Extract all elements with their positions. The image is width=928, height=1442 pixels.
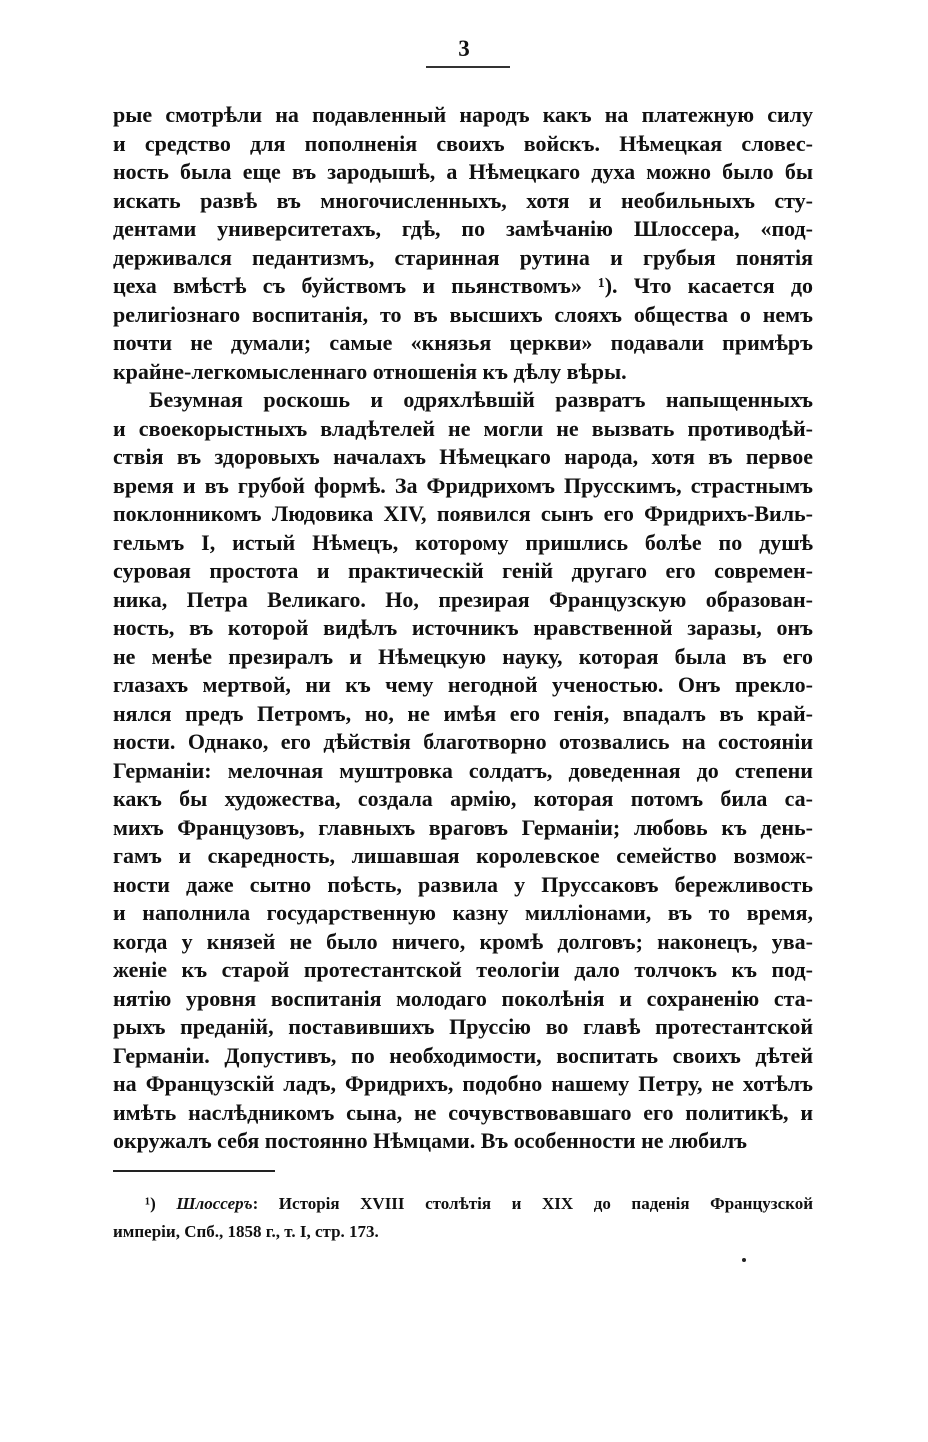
text-line: рые смотрѣли на подавленный народъ какъ на платежную силу bbox=[113, 102, 813, 127]
footnote-rule bbox=[113, 1170, 275, 1172]
text-line: Германіи: мелочная муштровка солдатъ, доведенная до степени bbox=[113, 757, 813, 783]
text-line: глазахъ мертвой, ни къ чему негодной ученостью. Онъ прекло- bbox=[113, 672, 813, 697]
footnote-author: Шлоссеръ bbox=[176, 1194, 253, 1213]
footnote-marker: ¹) bbox=[145, 1194, 156, 1213]
text-line: дентами университетахъ, гдѣ, по замѣчанію Шлоссера, «под- bbox=[113, 216, 813, 241]
text-line: ности даже сытно поѣсть, развила у Пруссаковъ бережливость bbox=[113, 871, 813, 897]
page-number: 3 bbox=[458, 36, 470, 61]
text-line: Безумная роскошь и одряхлѣвшій развратъ напыщенныхъ bbox=[149, 387, 813, 412]
text-line: цеха вмѣстѣ съ буйствомъ и пьянствомъ» ¹). Что касается до bbox=[113, 273, 813, 298]
text-line: женіе къ старой протестантской теологіи дало толчокъ къ под- bbox=[113, 957, 813, 982]
text-line: нялся предъ Петромъ, но, не имѣя его генія, впадалъ въ край- bbox=[113, 700, 813, 726]
text-line: нятію уровня воспитанія молодаго поколѣнія и сохраненію ста- bbox=[113, 985, 813, 1011]
text-line: и наполнила государственную казну милліонами, въ то время, bbox=[113, 900, 813, 925]
text-line: ника, Петра Великаго. Но, презирая Французскую образован- bbox=[113, 586, 813, 612]
text-line: ность, въ которой видѣлъ источникъ нравственной заразы, онъ bbox=[113, 615, 813, 640]
text-line: и средство для пополненія своихъ войскъ. Нѣмецкая словес- bbox=[113, 130, 813, 156]
footnote-line-1 bbox=[113, 1190, 813, 1218]
header-rule bbox=[426, 66, 510, 68]
text-line: окружалъ себя постоянно Нѣмцами. Въ особенности не любилъ bbox=[113, 1128, 748, 1153]
text-line: гельмъ I, истый Нѣмецъ, которому пришлись болѣе по душѣ bbox=[113, 529, 813, 555]
text-line: крайне-легкомысленнаго отношенія къ дѣлу вѣры. bbox=[113, 358, 627, 384]
text-line: рыхъ преданій, поставившихъ Пруссію во главѣ протестантской bbox=[113, 1014, 813, 1039]
scan-speck bbox=[742, 1258, 746, 1262]
text-line: суровая простота и практическій геній другаго его современ- bbox=[113, 558, 813, 583]
text-line: держивался педантизмъ, старинная рутина и грубыя понятія bbox=[113, 244, 813, 270]
footnote-text: : Исторія XVIII столѣтія и XIX до паденія Французской bbox=[252, 1194, 814, 1213]
text-line: ность была еще въ зародышѣ, а Нѣмецкаго духа можно было бы bbox=[113, 159, 813, 184]
paragraph-1 bbox=[113, 101, 813, 386]
text-line: ствія въ здоровыхъ началахъ Нѣмецкаго народа, хотя въ первое bbox=[113, 444, 813, 469]
text-line: какъ бы художества, создала армію, которая потомъ била са- bbox=[113, 786, 813, 811]
text-line: Германіи. Допустивъ, по необходимости, воспитать своихъ дѣтей bbox=[113, 1042, 813, 1068]
text-line: михъ Французовъ, главныхъ враговъ Германіи; любовь къ день- bbox=[113, 814, 813, 840]
footnote-line-2: имперіи, Спб., 1858 г., т. I, стр. 173. bbox=[113, 1222, 379, 1241]
text-line: искать развѣ въ многочисленныхъ, хотя и необильныхъ сту- bbox=[113, 187, 813, 213]
text-line: имѣть наслѣдникомъ сына, не сочувствовавшаго его политикѣ, и bbox=[113, 1099, 813, 1125]
text-line: время и въ грубой формѣ. За Фридрихомъ Прусскимъ, страстнымъ bbox=[113, 472, 813, 498]
text-line: не менѣе презиралъ и Нѣмецкую науку, которая была въ его bbox=[113, 643, 813, 669]
paragraph-2 bbox=[113, 386, 813, 1156]
footnote bbox=[113, 1190, 813, 1246]
text-line: на Французскій ладъ, Фридрихъ, подобно нашему Петру, не хотѣлъ bbox=[113, 1071, 813, 1096]
text-line: почти не думали; самые «князья церкви» подавали примѣръ bbox=[113, 330, 813, 355]
text-line: и своекорыстныхъ владѣтелей не могли не вызвать противодѣй- bbox=[113, 415, 813, 441]
text-line: гамъ и скаредность, лишавшая королевское семейство возмож- bbox=[113, 843, 813, 868]
text-line: когда у князей не было ничего, кромѣ долговъ; наконецъ, ува- bbox=[113, 928, 813, 954]
text-line: религіознаго воспитанія, то въ высшихъ слояхъ общества о немъ bbox=[113, 301, 813, 327]
text-line: ности. Однако, его дѣйствія благотворно отозвались на состояніи bbox=[113, 729, 813, 754]
text-line: поклонникомъ Людовика XIV, появился сынъ его Фридрихъ-Виль- bbox=[113, 501, 813, 526]
body-text bbox=[113, 101, 813, 1156]
